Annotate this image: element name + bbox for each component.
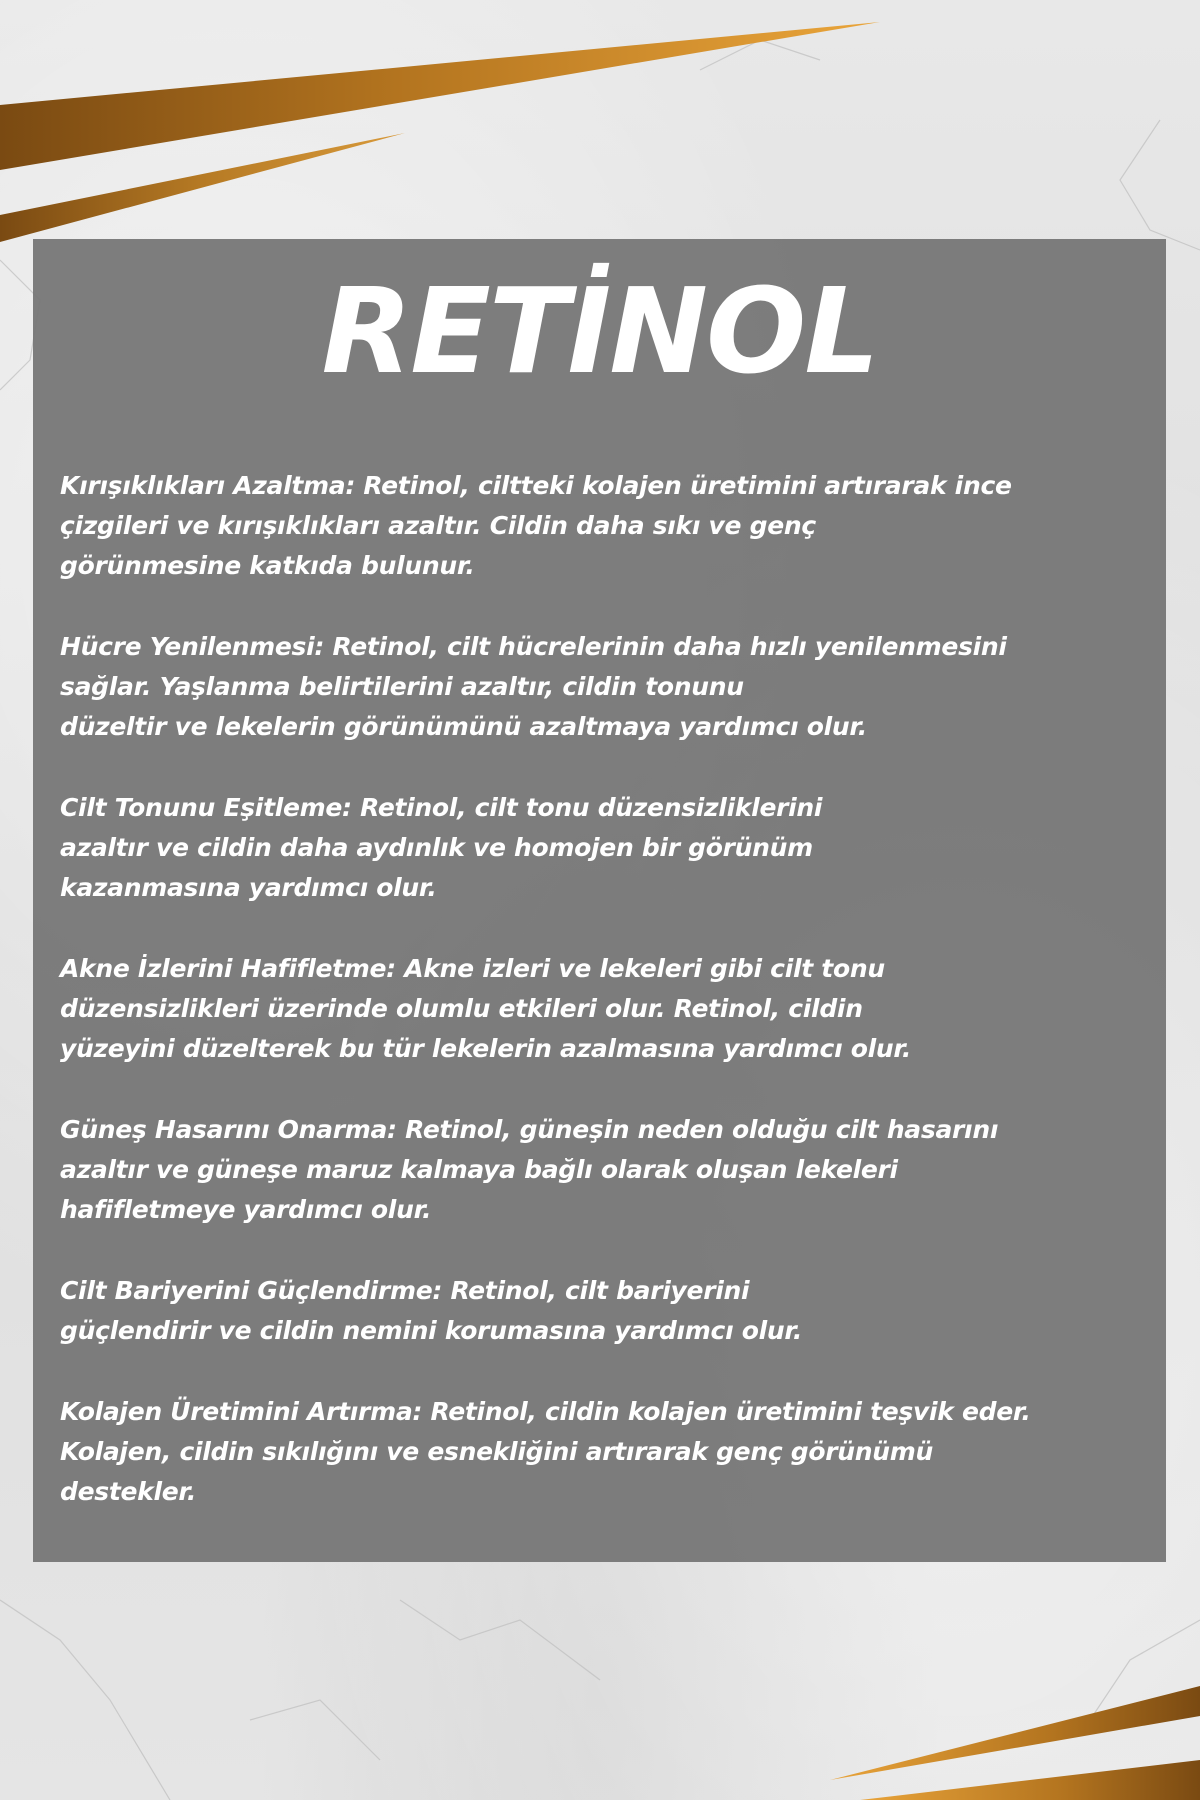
accent-stripe-bottom-1 (830, 1686, 1200, 1780)
paragraph-line: destekler. (60, 1477, 197, 1506)
paragraph-line: Kolajen Üretimini Artırma: Retinol, cildin kolajen üretimini teşvik eder. (60, 1397, 1031, 1426)
paragraph-line: sağlar. Yaşlanma belirtilerini azaltır, cildin tonunu (60, 672, 744, 701)
paragraph-line: Kırışıklıkları Azaltma: Retinol, ciltteki kolajen üretimini artırarak ince (60, 471, 1012, 500)
benefit-paragraph (60, 949, 1160, 1069)
benefit-paragraph (60, 788, 1160, 908)
benefit-paragraph (60, 1392, 1160, 1512)
paragraph-line: Akne İzlerini Hafifletme: Akne izleri ve lekeleri gibi cilt tonu (60, 954, 885, 983)
paragraph-line: Cilt Bariyerini Güçlendirme: Retinol, cilt bariyerini (60, 1276, 750, 1305)
paragraph-line: Hücre Yenilenmesi: Retinol, cilt hücrelerinin daha hızlı yenilenmesini (60, 632, 1007, 661)
paragraph-line: düzeltir ve lekelerin görünümünü azaltmaya yardımcı olur. (60, 712, 867, 741)
paragraph-line: Kolajen, cildin sıkılığını ve esnekliğini artırarak genç görünümü (60, 1437, 933, 1466)
paragraph-line: güçlendirir ve cildin nemini korumasına yardımcı olur. (60, 1316, 803, 1345)
content-panel (33, 239, 1166, 1562)
paragraph-line: kazanmasına yardımcı olur. (60, 873, 437, 902)
benefit-paragraph (60, 627, 1160, 747)
benefit-paragraph (60, 1110, 1160, 1230)
benefits-list (60, 466, 1160, 1553)
paragraph-line: azaltır ve güneşe maruz kalmaya bağlı olarak oluşan lekeleri (60, 1155, 898, 1184)
paragraph-line: çizgileri ve kırışıklıkları azaltır. Cildin daha sıkı ve genç (60, 511, 816, 540)
paragraph-line: düzensizlikleri üzerinde olumlu etkileri olur. Retinol, cildin (60, 994, 863, 1023)
paragraph-line: görünmesine katkıda bulunur. (60, 551, 475, 580)
benefit-paragraph (60, 466, 1160, 586)
paragraph-line: hafifletmeye yardımcı olur. (60, 1195, 432, 1224)
accent-stripe-bottom-2 (860, 1760, 1200, 1800)
paragraph-line: Güneş Hasarını Onarma: Retinol, güneşin neden olduğu cilt hasarını (60, 1115, 999, 1144)
benefit-paragraph (60, 1271, 1160, 1351)
paragraph-line: Cilt Tonunu Eşitleme: Retinol, cilt tonu düzensizliklerini (60, 793, 823, 822)
page-title: RETİNOL (321, 262, 878, 400)
paragraph-line: yüzeyini düzelterek bu tür lekelerin azalmasına yardımcı olur. (60, 1034, 912, 1063)
paragraph-line: azaltır ve cildin daha aydınlık ve homojen bir görünüm (60, 833, 813, 862)
accent-stripe-top-1 (0, 22, 880, 170)
